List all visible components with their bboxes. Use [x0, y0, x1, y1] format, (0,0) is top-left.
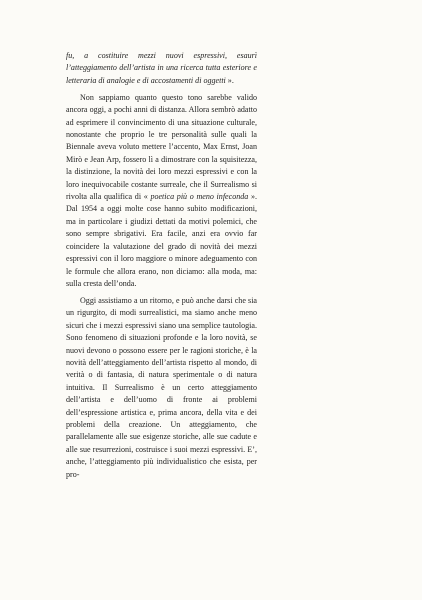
paragraph-return-of-surrealism	[66, 295, 257, 481]
paragraph-continuation	[66, 50, 257, 87]
paragraph-text-part: ». Dal 1954 a oggi molte cose hanno subito modificazioni, ma in particolare i giudizi dettati da motivi polemici, che sono sempre sbrigativi. Era facile, anzi era ovvio far coincidere la valutazione del grado di novità dei mezzi espressivi con il loro maggiore o minore adeguamento con le formule che allora erano, non diciamo: alla moda, ma: sulla cresta dell’onda.	[66, 192, 258, 288]
body-text	[66, 50, 257, 481]
paragraph-text-part: Non sappiamo quanto questo tono sarebbe valido ancora oggi, a pochi anni di distanza. Allora sembrò adatto ad esprimere il convincimento di una situazione culturale, nonostante che proprio le tre personalità sulle quali la Biennale aveva voluto mettere l’accento, Max Ernst, Joan Mirò e Jean Arp, fossero lì a dimostrare con la squisitezza, la distinzione, la novità dei loro mezzi espressivi e con la loro inequivocabile costante surreale, che il Surrealismo si rivolta alla qualifica di «	[66, 92, 257, 202]
italic-quote-text: fu, a costituire mezzi nuovi espressivi, esaurì l’atteggiamento dell’artista in una ricerca tutta esteriore e letteraria di analogie e di accostamenti di oggetti	[66, 51, 257, 85]
paragraph-surrealism-1954	[66, 92, 257, 291]
paragraph-text-part: Oggi assistiamo a un ritorno, e può anche darsi che sia un rigurgito, di modi surrealistici, ma siamo anche meno sicuri che i mezzi espressivi siano una semplice tautologia. Sono fenomeno di situazioni profonde e la loro novità, se nuovi devono o possono essere per le ragioni storiche, è la novità dell’atteggiamento dell’artista rispetto al mondo, di verità o di fantasia, di natura sperimentale o di natura intuitiva. Il Surrealismo è un certo atteggiamento dell’artista e dell’uomo di fronte ai problemi dell’espressione artistica e, prima ancora, della vita e dei problemi della creazione. Un atteggiamento, che parallelamente alle sue esigenze storiche, alle sue cadute e alle sue resurrezioni, costruisce i suoi mezzi espressivi. E’, anche, l’atteggiamento più individualistico che esista, per pro-	[66, 295, 257, 479]
italic-phrase: poetica più o meno infeconda	[150, 192, 249, 202]
closing-quote-mark: ».	[225, 75, 234, 85]
